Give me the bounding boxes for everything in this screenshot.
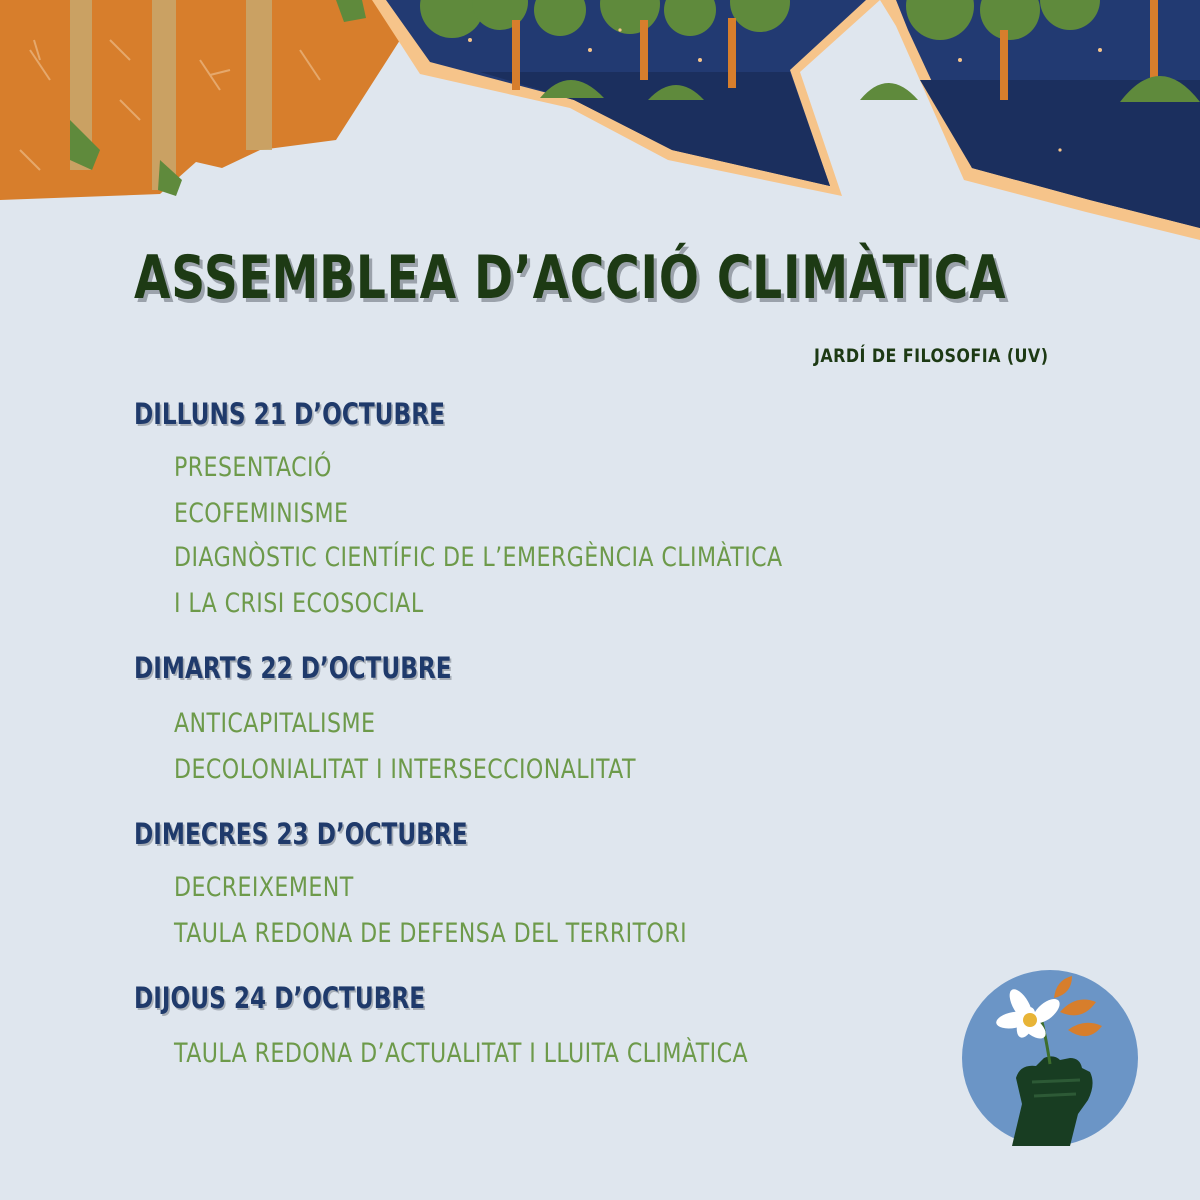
forest-illustration [0,0,1200,240]
talk-item: DECOLONIALITAT I INTERSECCIONALITAT [174,754,636,785]
orange-forest-panel [0,0,400,200]
talk-item: PRESENTACIÓ [174,452,332,483]
page-title: ASSEMBLEA D’ACCIÓ CLIMÀTICA [134,243,1007,313]
day-heading-dimarts: DIMARTS 22 D’OCTUBRE [134,651,452,685]
talk-item: DECREIXEMENT [174,872,354,903]
location-label: JARDÍ DE FILOSOFIA (UV) [814,345,1049,367]
day-heading-dilluns: DILLUNS 21 D’OCTUBRE [134,397,445,431]
talk-item: TAULA REDONA DE DEFENSA DEL TERRITORI [174,918,688,949]
night-forest-panel [372,0,880,196]
day-heading-dimecres: DIMECRES 23 D’OCTUBRE [134,817,468,851]
day-heading-dijous: DIJOUS 24 D’OCTUBRE [134,981,426,1015]
night-forest-panel-right [860,0,1200,240]
talk-item: TAULA REDONA D’ACTUALITAT I LLUITA CLIMÀTICA [174,1038,749,1069]
talk-item: DIAGNÒSTIC CIENTÍFIC DE L’EMERGÈNCIA CLIMÀTICA [174,542,783,573]
talk-item: I LA CRISI ECOSOCIAL [174,588,424,619]
raised-fist-flower-icon [960,968,1140,1148]
talk-item: ECOFEMINISME [174,498,349,529]
talk-item: ANTICAPITALISME [174,708,376,739]
